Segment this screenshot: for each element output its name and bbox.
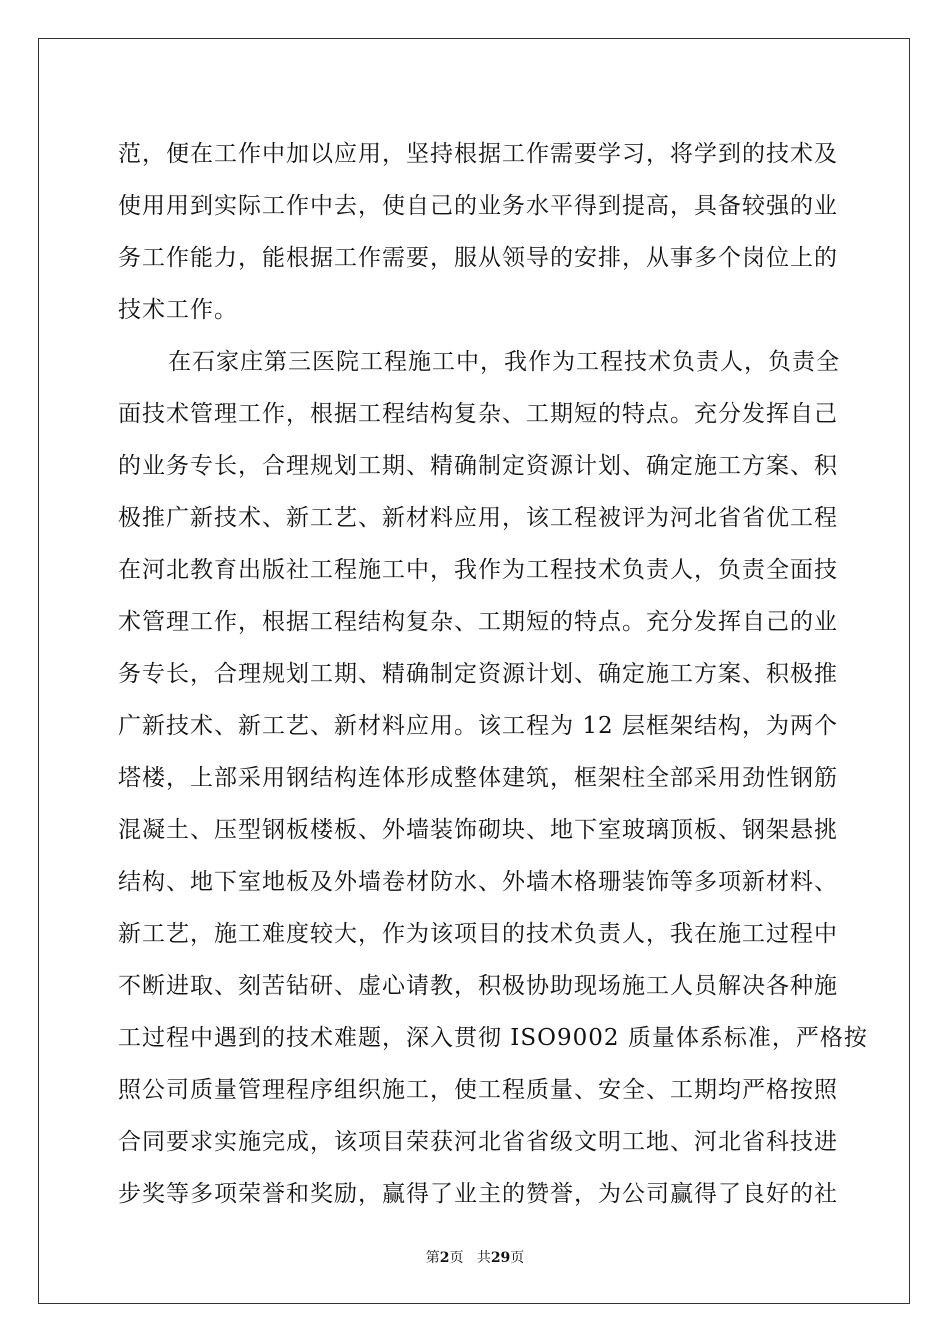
text-line: 务专长，合理规划工期、精确制定资源计划、确定施工方案、积极推 [118, 661, 838, 687]
text-line: 术管理工作，根据工程结构复杂、工期短的特点。充分发挥自己的业 [118, 609, 838, 635]
text-line: 极推广新技术、新工艺、新材料应用，该工程被评为河北省省优工程 [118, 505, 838, 531]
total-pages: 29 [490, 1250, 511, 1266]
text-line: 新工艺，施工难度较大，作为该项目的技术负责人，我在施工过程中 [118, 921, 838, 947]
text-line: 混凝土、压型钢板楼板、外墙装饰砌块、地下室玻璃顶板、钢架悬挑 [118, 817, 838, 843]
text-line: 在石家庄第三医院工程施工中，我作为工程技术负责人，负责全 [168, 349, 840, 375]
text-line: 在河北教育出版社工程施工中，我作为工程技术负责人，负责全面技 [118, 557, 838, 583]
footer-prefix: 第 [425, 1250, 440, 1266]
page-footer [0, 1247, 950, 1267]
text-line: 使用用到实际工作中去，使自己的业务水平得到提高，具备较强的业 [118, 193, 838, 219]
text-line: 广新技术、新工艺、新材料应用。该工程为 12 层框架结构，为两个 [118, 713, 838, 739]
text-line: 塔楼，上部采用钢结构连体形成整体建筑，框架柱全部采用劲性钢筋 [118, 765, 838, 791]
text-line: 的业务专长，合理规划工期、精确制定资源计划、确定施工方案、积 [118, 453, 838, 479]
text-line: 范，便在工作中加以应用，坚持根据工作需要学习，将学到的技术及 [118, 141, 838, 167]
text-line: 务工作能力，能根据工作需要，服从领导的安排，从事多个岗位上的 [118, 245, 838, 271]
text-line: 步奖等多项荣誉和奖励，赢得了业主的赞誉，为公司赢得了良好的社 [118, 1181, 838, 1207]
text-line: 技术工作。 [118, 297, 238, 323]
footer-total-unit: 页 [510, 1250, 525, 1266]
text-line: 结构、地下室地板及外墙卷材防水、外墙木格珊装饰等多项新材料、 [118, 869, 838, 895]
text-line: 照公司质量管理程序组织施工，使工程质量、安全、工期均严格按照 [118, 1077, 838, 1103]
text-line: 面技术管理工作，根据工程结构复杂、工期短的特点。充分发挥自己 [118, 401, 838, 427]
footer-total-prefix: 共 [476, 1250, 491, 1266]
text-line: 不断进取、刻苦钻研、虚心请教，积极协助现场施工人员解决各种施 [118, 973, 838, 999]
page-number: 2 [439, 1250, 450, 1266]
text-line: 工过程中遇到的技术难题，深入贯彻 ISO9002 质量体系标准，严格按 [118, 1025, 868, 1051]
text-line: 合同要求实施完成，该项目荣获河北省省级文明工地、河北省科技进 [118, 1129, 838, 1155]
document-body [118, 128, 868, 1220]
footer-page-unit: 页 [449, 1250, 464, 1266]
